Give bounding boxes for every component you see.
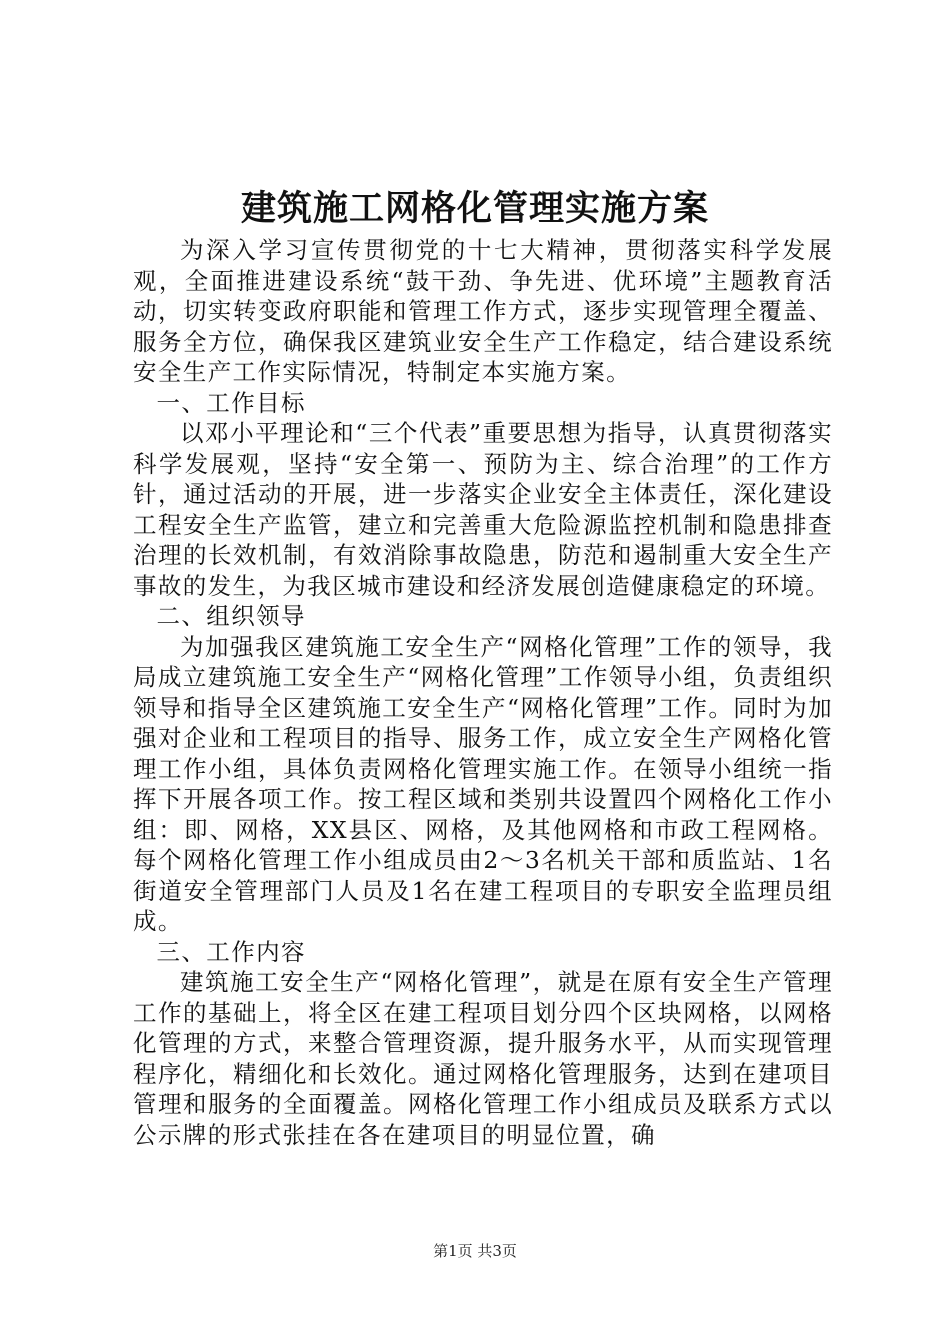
section-paragraph-goals: 以邓小平理论和“三个代表”重要思想为指导，认真贯彻落实科学发展观，坚持“安全第一、预防为主、综合治理”的工作方针，通过活动的开展，进一步落实企业安全主体责任，深化建设工程安全生产监管，建立和完善重大危险源监控机制和隐患排查治理的长效机制，有效消除事故隐患，防范和遏制重大安全生产事故的发生，为我区城市建设和经济发展创造健康稳定的环境。 (133, 419, 833, 600)
section-heading-leadership: 二、组织领导 (156, 602, 306, 630)
section-paragraph-content: 建筑施工安全生产“网格化管理”，就是在原有安全生产管理工作的基础上，将全区在建工程项目划分四个区块网格，以网格化管理的方式，来整合管理资源，提升服务水平，从而实现管理程序化，精细化和长效化。通过网格化管理服务，达到在建项目管理和服务的全面覆盖。网格化管理工作小组成员及联系方式以公示牌的形式张挂在各在建项目的明显位置，确 (133, 968, 833, 1149)
section-heading-content: 三、工作内容 (156, 937, 306, 966)
page-number-footer: 第1页 共3页 (433, 1242, 517, 1260)
intro-paragraph: 为深入学习宣传贯彻党的十七大精神，贯彻落实科学发展观，全面推进建设系统“鼓干劲、争先进、优环境”主题教育活动，切实转变政府职能和管理工作方式，逐步实现管理全覆盖、服务全方位，确保我区建筑业安全生产工作稳定，结合建设系统安全生产工作实际情况，特制定本实施方案。 (133, 236, 833, 386)
section-paragraph-leadership: 为加强我区建筑施工安全生产“网格化管理”工作的领导，我局成立建筑施工安全生产“网格化管理”工作领导小组，负责组织领导和指导全区建筑施工安全生产“网格化管理”工作。同时为加强对企业和工程项目的指导、服务工作，成立安全生产网格化管理工作小组，具体负责网格化管理实施工作。在领导小组统一指挥下开展各项工作。按工程区域和类别共设置四个网格化工作小组：即、网格，XX县区、网格，及其他网格和市政工程网格。每个网格化管理工作小组成员由2～3名机关干部和质监站、1名街道安全管理部门人员及1名在建工程项目的专职安全监理员组成。 (133, 632, 833, 935)
document-body (133, 235, 833, 1150)
section-heading-goals: 一、工作目标 (156, 388, 306, 417)
document-title: 建筑施工网格化管理实施方案 (240, 188, 709, 229)
